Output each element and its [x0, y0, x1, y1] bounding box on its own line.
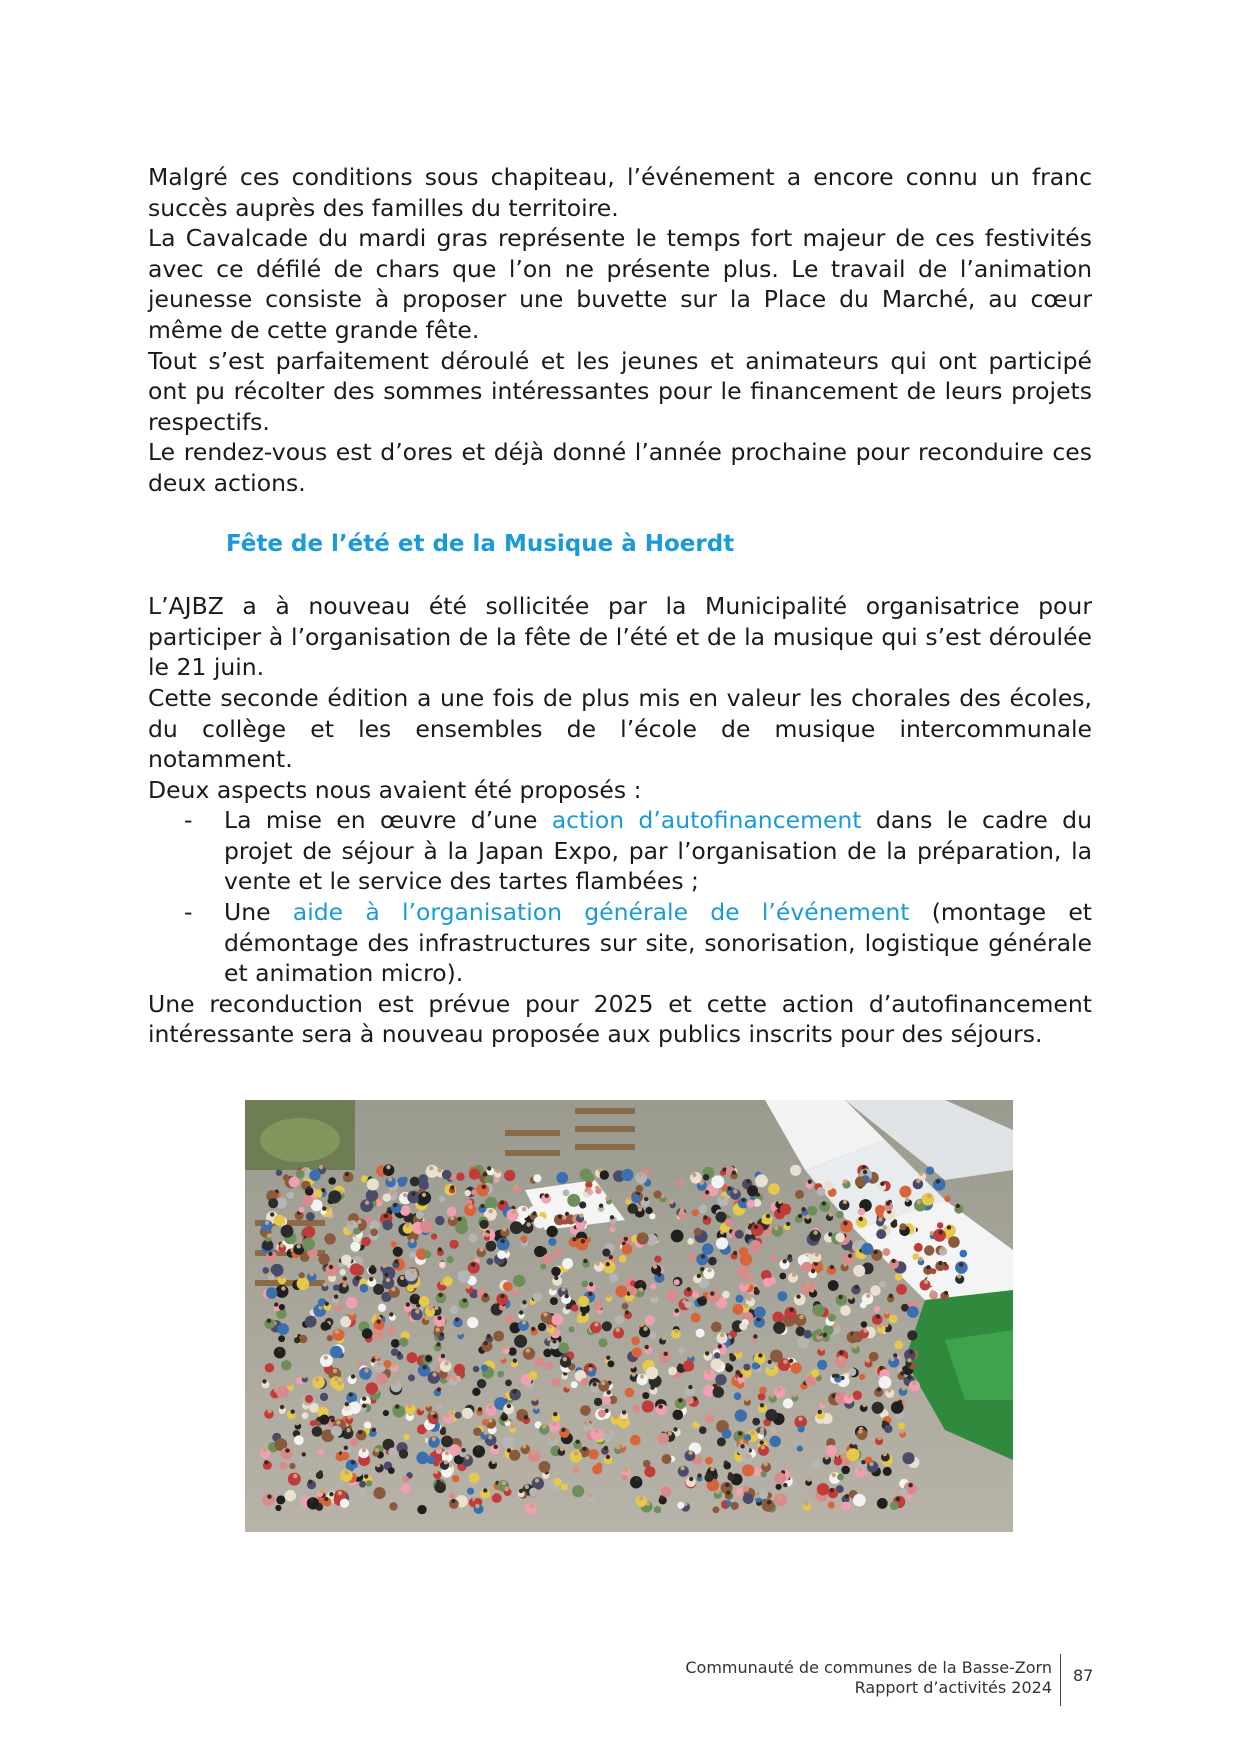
- paragraph-7: Deux aspects nous avaient été proposés :: [148, 775, 642, 804]
- list-item: [224, 805, 1092, 897]
- list-item-text: La mise en œuvre d’une: [224, 806, 552, 835]
- footer-divider: [1060, 1654, 1061, 1706]
- footer: [685, 1658, 1052, 1698]
- paragraph-2: La Cavalcade du mardi gras représente le temps fort majeur de ces festivités avec ce défilé de chars que l’on ne présente plus. Le travail de l’animation jeunesse consiste à proposer une buvette sur la Place du Marché, au cœur même de cette grande fête.: [148, 224, 1092, 344]
- paragraph-6: Cette seconde édition a une fois de plus mis en valeur les chorales des écoles, du collège et les ensembles de l’école de musique intercommunale notamment.: [148, 683, 1092, 774]
- list-item-text: Une: [224, 898, 293, 927]
- page-number: 87: [1073, 1666, 1094, 1685]
- section-heading: Fête de l’été et de la Musique à Hoerdt: [226, 530, 735, 557]
- aspects-list: [148, 805, 1092, 989]
- footer-report-title: Rapport d’activités 2024: [854, 1678, 1052, 1697]
- crowd-aerial-photo: [245, 1100, 1013, 1532]
- list-item-highlight: action d’autofinancement: [551, 806, 862, 835]
- paragraph-1: Malgré ces conditions sous chapiteau, l’événement a encore connu un franc succès auprès des familles du territoire.: [148, 163, 1092, 222]
- paragraph-8: Une reconduction est prévue pour 2025 et cette action d’autofinancement intéressante sera à nouveau proposée aux publics inscrits pour des séjours.: [148, 989, 1092, 1049]
- main-content: [148, 162, 1092, 1050]
- paragraph-4: Le rendez-vous est d’ores et déjà donné l’année prochaine pour reconduire ces deux actions.: [148, 438, 1092, 497]
- paragraph-5: L’AJBZ a à nouveau été sollicitée par la Municipalité organisatrice pour participer à l’organisation de la fête de l’été et de la musique qui s’est déroulée le 21 juin.: [148, 592, 1092, 682]
- list-item-text: dans le cadre du projet de séjour à la Japan Expo, par l’organisation de la préparation, la vente et le service des tartes flambées ;: [224, 806, 1092, 896]
- list-item-highlight: aide à l’organisation générale de l’événement: [292, 898, 910, 927]
- crowd-photo-illustration: [245, 1100, 1013, 1532]
- list-item-text: (montage et démontage des infrastructures sur site, sonorisation, logistique générale et animation micro).: [224, 898, 1092, 988]
- list-item: [224, 897, 1092, 989]
- footer-organization: Communauté de communes de la Basse-Zorn: [685, 1658, 1052, 1677]
- paragraph-3: Tout s’est parfaitement déroulé et les jeunes et animateurs qui ont participé ont pu récolter des sommes intéressantes pour le financement de leurs projets respectifs.: [148, 346, 1092, 436]
